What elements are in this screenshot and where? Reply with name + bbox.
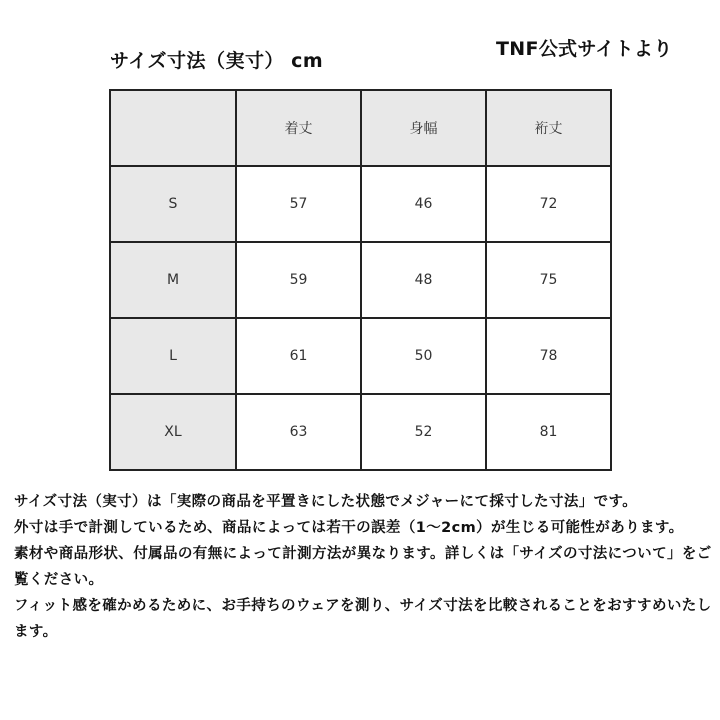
page-title: サイズ寸法（実寸） cm [110,50,324,72]
note-paragraph: サイズ寸法（実寸）は「実際の商品を平置きにした状態でメジャーにて採寸した寸法」です。 [14,494,638,510]
table-cell: 75 [486,242,611,318]
table-cell: 81 [486,394,611,470]
notes-section [14,489,714,645]
table-row [110,166,611,242]
size-label: M [110,242,236,318]
table-cell: 78 [486,318,611,394]
table-cell: 72 [486,166,611,242]
note-paragraph: 素材や商品形状、付属品の有無によって計測方法が異なります。詳しくは「サイズの寸法について」をご覧ください。 [14,546,712,588]
note-paragraph: フィット感を確かめるために、お手持ちのウェアを測り、サイズ寸法を比較されることをおすすめいたします。 [14,598,712,640]
table-row [110,318,611,394]
size-label: XL [110,394,236,470]
header-corner [110,90,236,166]
table-cell: 57 [236,166,361,242]
table-cell: 48 [361,242,486,318]
table-header-row [110,90,611,166]
header-sleeve: 裄丈 [486,90,611,166]
table-row [110,394,611,470]
table-cell: 59 [236,242,361,318]
size-label: L [110,318,236,394]
table-row [110,242,611,318]
header-width: 身幅 [361,90,486,166]
source-label: TNF公式サイトより [496,38,673,60]
table-cell: 50 [361,318,486,394]
note-paragraph: 外寸は手で計測しているため、商品によっては若干の誤差（1～2cm）が生じる可能性があります。 [14,520,684,536]
table-cell: 61 [236,318,361,394]
header-length: 着丈 [236,90,361,166]
size-table [109,89,612,471]
table-cell: 46 [361,166,486,242]
table-cell: 63 [236,394,361,470]
size-label: S [110,166,236,242]
table-cell: 52 [361,394,486,470]
